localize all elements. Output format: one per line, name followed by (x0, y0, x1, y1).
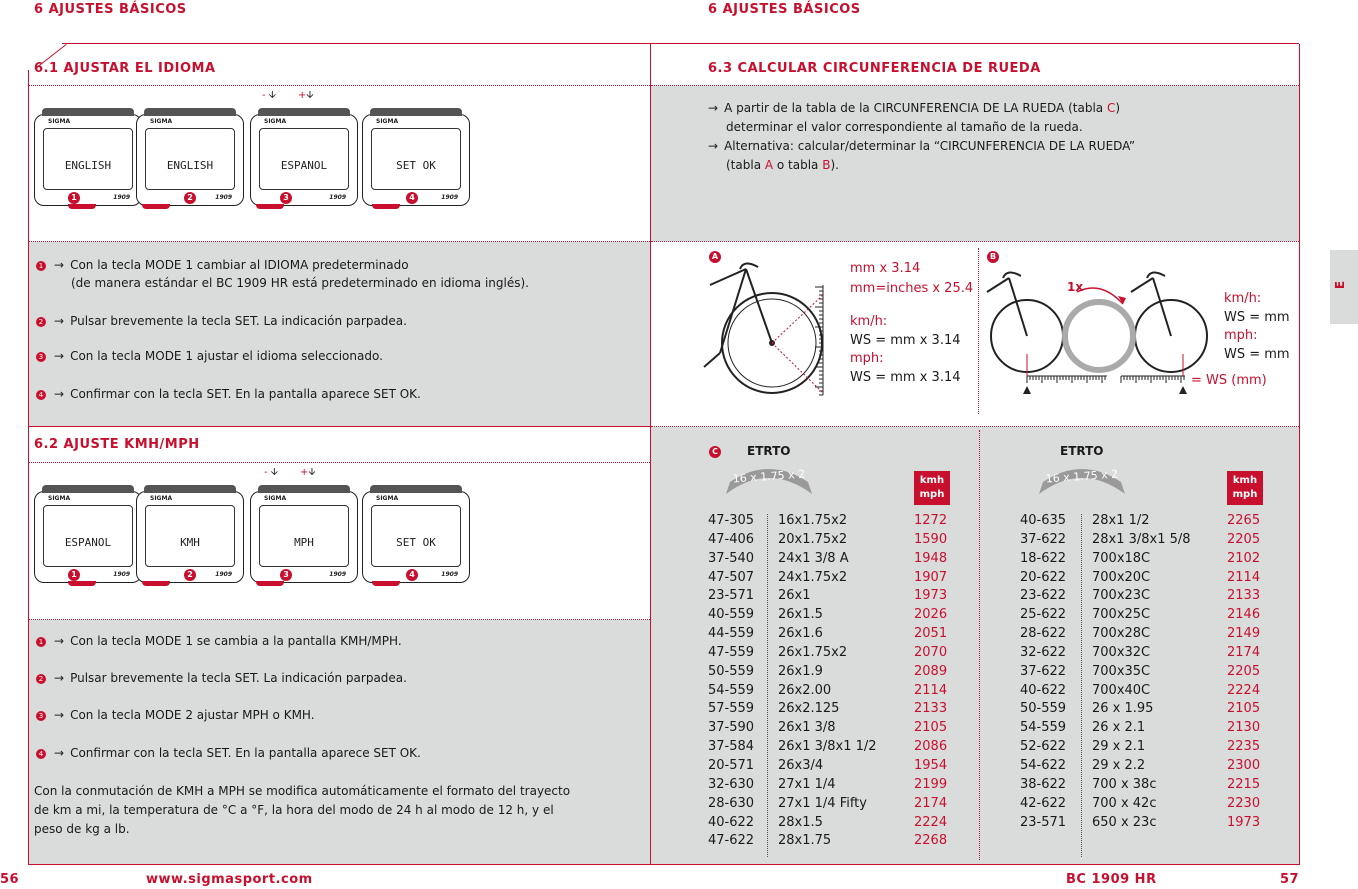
table-cell: 47-622 (708, 833, 755, 849)
screen-text: ENGLISH (166, 159, 214, 172)
table-cell: 2026 (914, 607, 948, 623)
table-cell: 47-305 (708, 513, 755, 528)
table-cell: 26x1 (778, 588, 811, 604)
tire-text-left: 16 x 1.75 x 2 (732, 467, 806, 486)
table-cell: 2133 (914, 701, 948, 717)
screen-text: ESPANOL (280, 159, 328, 172)
label-c: C (709, 446, 721, 458)
table-cell: 20x1.75x2 (778, 531, 848, 547)
frame-top (62, 43, 1299, 44)
table-cell: 2224 (1227, 682, 1261, 698)
table-cell: 20-622 (1020, 569, 1067, 585)
table-cell: 40-559 (708, 607, 755, 623)
device-button[interactable] (256, 204, 284, 209)
device-model: 1909 (113, 571, 130, 578)
arrow-icon: → (54, 634, 65, 648)
bike-wheel-b-illustration (985, 258, 1215, 398)
sigma-logo: SIGMA (376, 495, 399, 502)
step-number-badge: 4 (406, 192, 418, 204)
screen-text: ESPANOL (64, 536, 112, 549)
minus-mark: - 🡫 (262, 90, 276, 101)
frame-bottom (28, 864, 1300, 865)
size-column-left (778, 512, 877, 851)
sigma-logo: SIGMA (376, 118, 399, 125)
table-cell: 700x28C (1092, 626, 1151, 642)
website-link[interactable]: www.sigmasport.com (146, 872, 313, 887)
intro-bullets: → A partir de la tabla de la CIRCUNFERENCIA DE LA RUEDA (tabla C) determinar el valor correspondiente al tamaño de la rueda. → Alternativa: calcular/determinar la “CIRCUNFERENCIA DE LA RUEDA” (tabla A o tabla B). (708, 101, 1136, 172)
bike-computer-device (136, 104, 244, 206)
table-cell: 32-622 (1020, 644, 1067, 660)
table-cell: 2230 (1227, 795, 1261, 811)
table-cell: 700x23C (1092, 588, 1151, 604)
page-number-right: 57 (1280, 872, 1300, 887)
step-number-badge: 1 (68, 192, 80, 204)
arrow-icon: → (54, 708, 65, 722)
device-button[interactable] (256, 581, 284, 586)
formula-a-red: mm x 3.14 mm=inches x 25.4 (850, 261, 974, 296)
plus-mark: +🡫 (300, 467, 316, 478)
table-cell: 26x2.125 (778, 701, 840, 717)
table-cell: 26x2.00 (778, 682, 832, 698)
etrto-column-right (1020, 512, 1066, 832)
device-screen (371, 505, 461, 567)
table-cell: 16x1.75x2 (778, 513, 848, 528)
device-model: 1909 (329, 194, 346, 201)
instruction-step: 1 → Con la tecla MODE 1 cambiar al IDIOMA predeterminado (de manera estándar el BC 1909 HR está predeterminado en idioma inglés). (36, 256, 529, 292)
kmh-mph-note: Con la conmutación de KMH a MPH se modifica automáticamente el formato del trayecto de km a mi, la temperatura de °C a °F, la hora del modo de 24 h al modo de 12 h, y el peso de kg a lb. (34, 784, 571, 836)
table-cell: 27x1 1/4 Fifty (778, 795, 867, 811)
table-cell: 2146 (1227, 607, 1261, 623)
table-cell: 52-622 (1020, 739, 1067, 755)
instruction-step: 1 → Con la tecla MODE 1 se cambia a la pantalla KMH/MPH. (36, 632, 402, 650)
bike-wheel-a-illustration (700, 255, 840, 405)
minus-mark: - 🡫 (264, 467, 278, 478)
device-screen (145, 128, 235, 190)
step-number-badge: 2 (36, 317, 46, 327)
instruction-step: 2 → Pulsar brevemente la tecla SET. La indicación parpadea. (36, 312, 407, 330)
divider (29, 85, 650, 86)
table-cell: 2205 (1227, 531, 1261, 547)
table-cell: 28x1 1/2 (1092, 513, 1150, 528)
device-button[interactable] (372, 581, 400, 586)
table-cell: 37-622 (1020, 531, 1067, 547)
table-cell: 2265 (1227, 513, 1261, 528)
column-divider (767, 514, 768, 857)
table-cell: 700x32C (1092, 644, 1151, 660)
table-cell: 1973 (1227, 814, 1261, 830)
tire-text-right: 16 x 1.75 x 2 (1045, 467, 1119, 486)
divider (651, 241, 1299, 242)
table-cell: 37-590 (708, 720, 755, 736)
step-number-badge: 1 (36, 261, 46, 271)
table-cell: 37-584 (708, 739, 755, 755)
bike-computer-device (362, 481, 470, 583)
table-cell: 26x1.75x2 (778, 644, 848, 660)
sigma-logo: SIGMA (264, 118, 287, 125)
table-cell: 700x25C (1092, 607, 1151, 623)
step-number-badge: 3 (280, 192, 292, 204)
table-cell: 20-571 (708, 757, 755, 773)
arrow-icon: → (54, 746, 65, 760)
table-cell: 2174 (1227, 644, 1261, 660)
device-model: 1909 (441, 571, 458, 578)
table-cell: 2102 (1227, 550, 1261, 566)
device-button[interactable] (68, 581, 96, 586)
screen-text: SET OK (396, 536, 436, 549)
sigma-logo: SIGMA (150, 118, 173, 125)
table-cell: 44-559 (708, 626, 755, 642)
ws-column-right (1227, 512, 1260, 832)
table-cell: 28x1.5 (778, 814, 823, 830)
section-6-2-title: 6.2 AJUSTE KMH/MPH (34, 437, 200, 452)
header-left: 6 AJUSTES BÁSICOS (34, 2, 187, 17)
divider (29, 462, 650, 463)
table-cell: 50-559 (708, 663, 755, 679)
instruction-step: 3 → Con la tecla MODE 2 ajustar MPH o KMH. (36, 706, 315, 724)
table-cell: 2149 (1227, 626, 1261, 642)
table-cell: 700x40C (1092, 682, 1151, 698)
table-cell: 47-406 (708, 531, 755, 547)
ws-result-label: = WS (mm) (1191, 373, 1267, 388)
table-cell: 2070 (914, 644, 948, 660)
device-model: 1909 (215, 571, 232, 578)
device-model: 1909 (113, 194, 130, 201)
formula-b: km/h: WS = mm mph: WS = mm (1224, 291, 1290, 362)
sigma-logo: SIGMA (150, 495, 173, 502)
table-cell: 40-622 (1020, 682, 1067, 698)
divider (979, 430, 980, 860)
table-cell: 2089 (914, 663, 948, 679)
screen-text: MPH (294, 536, 314, 549)
divider (29, 426, 650, 427)
step-number-badge: 2 (36, 674, 46, 684)
table-cell: 40-635 (1020, 513, 1067, 528)
step-number-badge: 3 (36, 711, 46, 721)
product-model: BC 1909 HR (1066, 872, 1157, 887)
table-cell: 28-622 (1020, 626, 1067, 642)
arrow-icon: → (54, 387, 65, 401)
page-number-left: 56 (0, 872, 20, 887)
size-column-right (1092, 512, 1191, 832)
device-screen (371, 128, 461, 190)
sigma-logo: SIGMA (264, 495, 287, 502)
frame-right (1299, 44, 1300, 864)
table-cell: 2133 (1227, 588, 1261, 604)
table-cell: 54-559 (708, 682, 755, 698)
table-cell: 50-559 (1020, 701, 1067, 717)
table-cell: 26 x 1.95 (1092, 701, 1154, 717)
device-button[interactable] (68, 204, 96, 209)
table-cell: 54-559 (1020, 720, 1067, 736)
arrow-icon: → (54, 314, 65, 328)
table-cell: 37-540 (708, 550, 755, 566)
etrto-header-right: ETRTO (1060, 444, 1104, 458)
device-screen (259, 128, 349, 190)
table-cell: 27x1 1/4 (778, 776, 836, 792)
bike-computer-device (250, 104, 358, 206)
step-number-badge: 4 (406, 569, 418, 581)
step-number-badge: 1 (68, 569, 80, 581)
table-cell: 26x1.9 (778, 663, 823, 679)
table-cell: 650 x 23c (1092, 814, 1157, 830)
etrto-column-left (708, 512, 754, 851)
instruction-step: 4 → Confirmar con la tecla SET. En la pantalla aparece SET OK. (36, 744, 421, 762)
device-button[interactable] (142, 204, 170, 209)
device-screen (259, 505, 349, 567)
table-cell: 54-622 (1020, 757, 1067, 773)
arrow-icon: → (54, 671, 65, 685)
table-cell: 1954 (914, 757, 948, 773)
table-cell: 26x1.6 (778, 626, 823, 642)
table-cell: 26x1 3/8 (778, 720, 836, 736)
sigma-logo: SIGMA (48, 495, 71, 502)
table-cell: 2235 (1227, 739, 1261, 755)
device-button[interactable] (372, 204, 400, 209)
device-model: 1909 (329, 571, 346, 578)
device-screen (43, 128, 133, 190)
table-cell: 2205 (1227, 663, 1261, 679)
etrto-header-left: ETRTO (747, 444, 791, 458)
bike-computer-device (136, 481, 244, 583)
table-cell: 57-559 (708, 701, 755, 717)
table-cell: 2105 (914, 720, 948, 736)
table-cell: 1590 (914, 531, 948, 547)
table-cell: 28x1.75 (778, 833, 832, 849)
plus-mark: +🡫 (298, 90, 314, 101)
table-cell: 700x20C (1092, 569, 1151, 585)
table-cell: 700x18C (1092, 550, 1151, 566)
table-cell: 2086 (914, 739, 948, 755)
table-cell: 42-622 (1020, 795, 1067, 811)
label-a: A (709, 251, 721, 263)
table-cell: 1973 (914, 588, 948, 604)
table-cell: 40-622 (708, 814, 755, 830)
table-cell: 700x35C (1092, 663, 1151, 679)
screen-text: ENGLISH (64, 159, 112, 172)
bike-computer-device (250, 481, 358, 583)
table-cell: 24x1.75x2 (778, 569, 848, 585)
divider (978, 248, 979, 414)
arrow-icon: → (54, 349, 65, 363)
table-cell: 26 x 2.1 (1092, 720, 1146, 736)
instruction-step: 2 → Pulsar brevemente la tecla SET. La indicación parpadea. (36, 669, 407, 687)
device-button[interactable] (142, 581, 170, 586)
step-number-badge: 3 (36, 352, 46, 362)
step-number-badge: 4 (36, 390, 46, 400)
table-cell: 18-622 (1020, 550, 1067, 566)
table-cell: 2114 (1227, 569, 1261, 585)
table-cell: 24x1 3/8 A (778, 550, 849, 566)
arrow-icon: → (54, 258, 65, 272)
language-tab-label: E (1333, 280, 1348, 290)
table-cell: 38-622 (1020, 776, 1067, 792)
header-right: 6 AJUSTES BÁSICOS (708, 2, 861, 17)
bike-computer-device (34, 481, 142, 583)
table-cell: 2114 (914, 682, 948, 698)
section-6-3-title: 6.3 CALCULAR CIRCUNFERENCIA DE RUEDA (708, 61, 1041, 76)
table-cell: 26x1.5 (778, 607, 823, 623)
table-cell: 37-622 (1020, 663, 1067, 679)
table-cell: 32-630 (708, 776, 755, 792)
step-number-badge: 4 (36, 749, 46, 759)
table-cell: 2130 (1227, 720, 1261, 736)
table-cell: 26x3/4 (778, 757, 824, 773)
screen-text: SET OK (396, 159, 436, 172)
table-cell: 2300 (1227, 757, 1261, 773)
table-cell: 23-622 (1020, 588, 1067, 604)
table-cell: 2174 (914, 795, 948, 811)
device-screen (43, 505, 133, 567)
device-screen (145, 505, 235, 567)
table-cell: 2199 (914, 776, 948, 792)
table-cell: 28-630 (708, 795, 755, 811)
table-cell: 47-507 (708, 569, 755, 585)
kmh-mph-badge-left: kmh mph (914, 471, 950, 505)
table-cell: 700 x 38c (1092, 776, 1157, 792)
table-cell: 2268 (914, 833, 948, 849)
ws-column-left (914, 512, 947, 851)
step-number-badge: 3 (280, 569, 292, 581)
table-cell: 2051 (914, 626, 948, 642)
step-number-badge: 2 (184, 569, 196, 581)
label-b: B (987, 251, 999, 263)
table-cell: 47-559 (708, 644, 755, 660)
table-cell: 700 x 42c (1092, 795, 1157, 811)
sigma-logo: SIGMA (48, 118, 71, 125)
step-number-badge: 1 (36, 637, 46, 647)
table-cell: 1272 (914, 513, 948, 528)
table-cell: 23-571 (1020, 814, 1067, 830)
step-number-badge: 2 (184, 192, 196, 204)
table-cell: 29 x 2.1 (1092, 739, 1146, 755)
table-cell: 25-622 (1020, 607, 1067, 623)
column-divider (1081, 514, 1082, 857)
screen-text: KMH (180, 536, 200, 549)
formula-a: km/h: WS = mm x 3.14 mph: WS = mm x 3.14 (850, 314, 961, 385)
table-cell: 28x1 3/8x1 5/8 (1092, 531, 1191, 547)
kmh-mph-badge-right: kmh mph (1227, 471, 1263, 505)
table-cell: 2215 (1227, 776, 1261, 792)
device-model: 1909 (441, 194, 458, 201)
device-model: 1909 (215, 194, 232, 201)
table-cell: 1907 (914, 569, 948, 585)
bike-computer-device (34, 104, 142, 206)
instruction-step: 4 → Confirmar con la tecla SET. En la pantalla aparece SET OK. (36, 385, 421, 403)
table-cell: 26x1 3/8x1 1/2 (778, 739, 877, 755)
table-cell: 2224 (914, 814, 948, 830)
bike-computer-device (362, 104, 470, 206)
table-cell: 2105 (1227, 701, 1261, 717)
table-cell: 23-571 (708, 588, 755, 604)
instruction-step: 3 → Con la tecla MODE 1 ajustar el idioma seleccionado. (36, 347, 383, 365)
table-cell: 29 x 2.2 (1092, 757, 1146, 773)
section-6-1-title: 6.1 AJUSTAR EL IDIOMA (34, 61, 216, 76)
table-cell: 1948 (914, 550, 948, 566)
one-rotation-label: 1x (1067, 280, 1084, 294)
